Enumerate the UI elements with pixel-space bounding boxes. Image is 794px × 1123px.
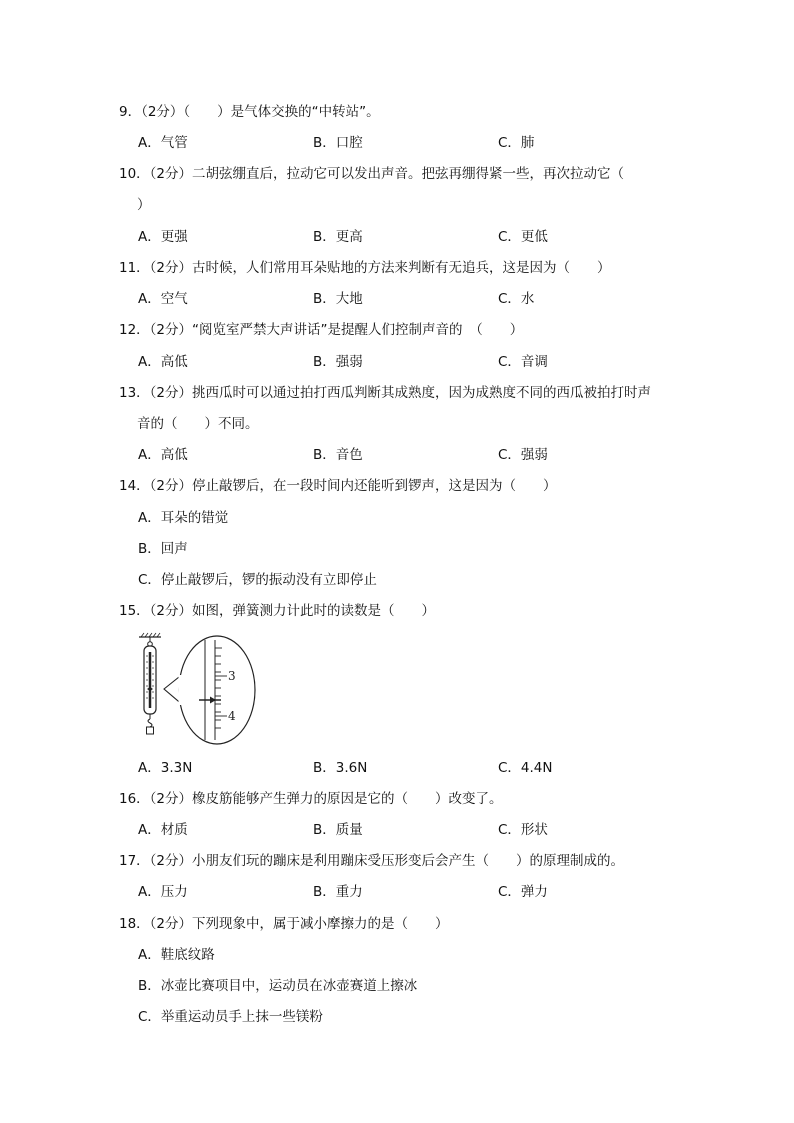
question-13-stem-cont: 音的（ ）不同。 bbox=[137, 416, 259, 432]
question-11-stem: 11．（2分）古时候，人们常用耳朵贴地的方法来判断有无追兵，这是因为（ ） bbox=[119, 260, 611, 276]
q18-option-b: B．冰壶比赛项目中，运动员在冰壶赛道上擦冰 bbox=[138, 978, 418, 994]
q16-option-b: B．质量 bbox=[313, 822, 363, 838]
q9-option-a: A．气管 bbox=[138, 135, 188, 151]
question-12-stem: 12．（2分）“阅览室严禁大声讲话”是提醒人们控制声音的 （ ） bbox=[119, 322, 524, 338]
q16-option-c: C．形状 bbox=[498, 822, 548, 838]
q17-option-c: C．弹力 bbox=[498, 884, 548, 900]
q13-option-c: C．强弱 bbox=[498, 447, 548, 463]
q13-option-a: A．高低 bbox=[138, 447, 188, 463]
question-9-stem: 9．（2分）（ ）是气体交换的“中转站”。 bbox=[119, 104, 380, 120]
question-13-stem: 13．（2分）挑西瓜时可以通过拍打西瓜判断其成熟度，因为成熟度不同的西瓜被拍打时声 bbox=[119, 385, 652, 401]
q14-option-b: B．回声 bbox=[138, 541, 188, 557]
q18-option-c: C．举重运动员手上抹一些镁粉 bbox=[138, 1009, 323, 1025]
scale-label-4: 4 bbox=[228, 709, 236, 723]
q18-option-a: A．鞋底纹路 bbox=[138, 947, 215, 963]
q17-option-b: B．重力 bbox=[313, 884, 363, 900]
question-10-stem: 10．（2分）二胡弦绷直后，拉动它可以发出声音。把弦再绷得紧一些，再次拉动它（ bbox=[119, 166, 625, 182]
q17-option-a: A．压力 bbox=[138, 884, 188, 900]
q12-option-a: A．高低 bbox=[138, 354, 188, 370]
q11-option-a: A．空气 bbox=[138, 291, 188, 307]
q12-option-b: B．强弱 bbox=[313, 354, 363, 370]
q16-option-a: A．材质 bbox=[138, 822, 188, 838]
q9-option-b: B．口腔 bbox=[313, 135, 363, 151]
scale-label-3: 3 bbox=[228, 669, 236, 683]
question-17-stem: 17．（2分）小朋友们玩的蹦床是利用蹦床受压形变后会产生（ ）的原理制成的。 bbox=[119, 853, 625, 869]
question-15-stem: 15．（2分）如图，弹簧测力计此时的读数是（ ） bbox=[119, 603, 436, 619]
question-16-stem: 16．（2分）橡皮筋能够产生弹力的原因是它的（ ）改变了。 bbox=[119, 791, 503, 807]
q11-option-b: B．大地 bbox=[313, 291, 363, 307]
q10-option-c: C．更低 bbox=[498, 229, 548, 245]
q11-option-c: C．水 bbox=[498, 291, 535, 307]
q9-option-c: C．肺 bbox=[498, 135, 535, 151]
q10-option-a: A．更强 bbox=[138, 229, 188, 245]
q15-option-b: B．3.6N bbox=[313, 760, 368, 776]
q14-option-a: A．耳朵的错觉 bbox=[138, 510, 229, 526]
q15-option-c: C．4.4N bbox=[498, 760, 553, 776]
q13-option-b: B．音色 bbox=[313, 447, 363, 463]
spring-scale-figure bbox=[135, 632, 285, 747]
q10-option-b: B．更高 bbox=[313, 229, 363, 245]
question-14-stem: 14．（2分）停止敲锣后，在一段时间内还能听到锣声，这是因为（ ） bbox=[119, 478, 557, 494]
q15-option-a: A．3.3N bbox=[138, 760, 193, 776]
question-10-stem-cont: ） bbox=[137, 197, 151, 213]
q12-option-c: C．音调 bbox=[498, 354, 548, 370]
question-18-stem: 18．（2分）下列现象中，属于减小摩擦力的是（ ） bbox=[119, 916, 449, 932]
q14-option-c: C．停止敲锣后，锣的振动没有立即停止 bbox=[138, 572, 377, 588]
